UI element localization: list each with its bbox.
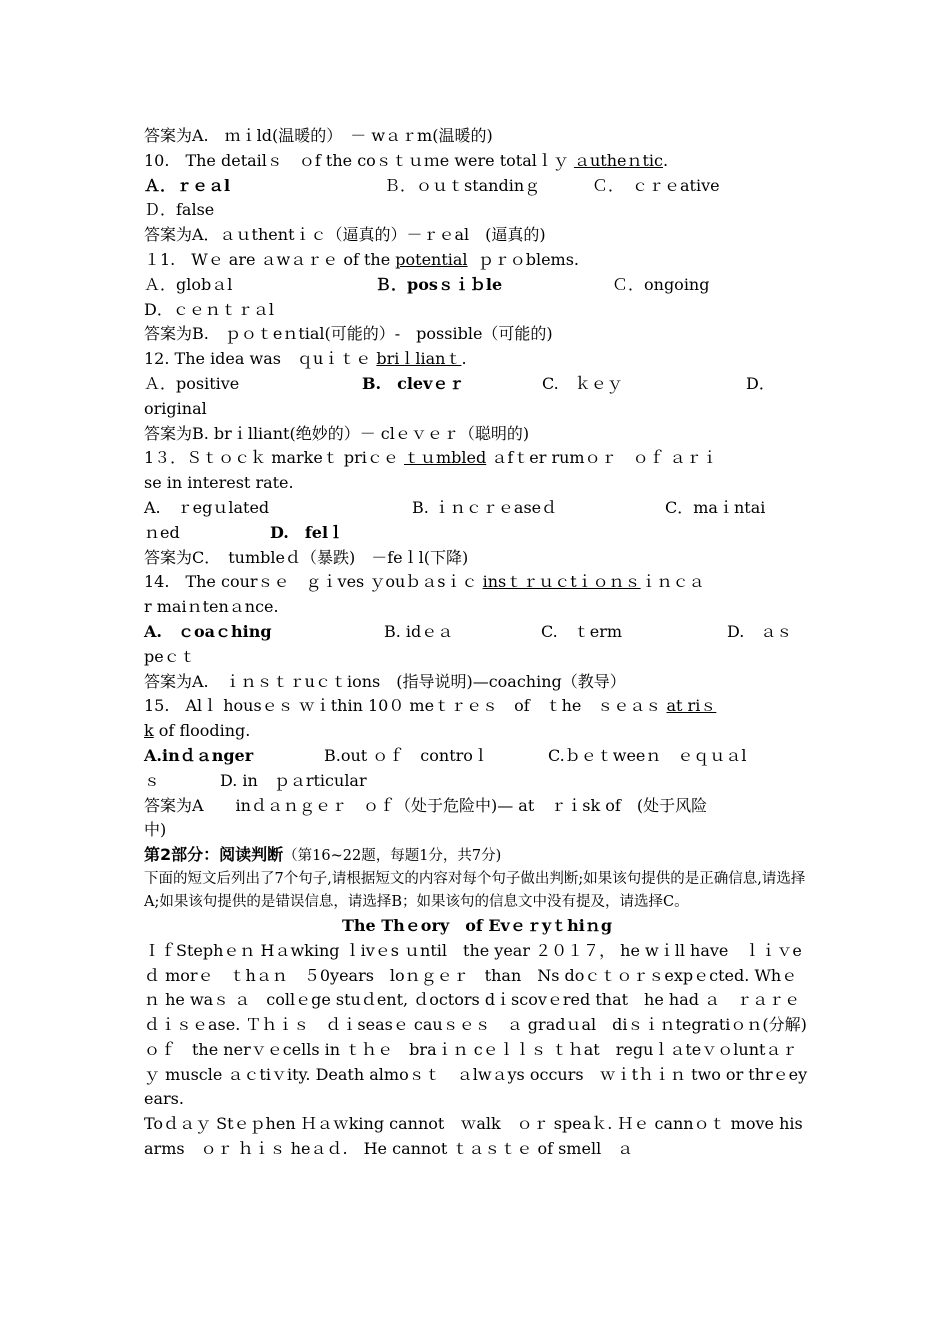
q13-option-a: A. ｒegｕlated <box>144 497 270 517</box>
q14-option-c: C. ｔerm <box>541 621 623 641</box>
q14-stem-end: ｉｎｃａ <box>640 572 705 592</box>
q13-stem-end: ａfｔer rumｏｒ ｏｆ ａｒｉ <box>491 448 718 468</box>
article-title: The Thｅory of Evｅｒyｔhiｎg <box>341 915 613 935</box>
q14-stem <box>144 570 810 595</box>
q13-option-c-cont: ｎed <box>144 522 180 542</box>
q15-options <box>144 744 810 769</box>
document-page <box>144 124 817 1162</box>
q14-option-d-cont: peｃｔ <box>144 646 196 666</box>
q15-target-word-end: k <box>144 721 154 741</box>
q14-option-d: D. ａｓ <box>727 621 793 641</box>
q13-target-word: ｔｕmbled <box>403 448 487 468</box>
q15-stem-end: of flooding. <box>158 721 251 741</box>
article-paragraph-1: ＩｆStephｅｎ Hａwking ｌivｅs ｕntil the year ２０１７， he wｉll have ｌｉｖeｄ morｅ ｔhａｎ ５0years loｎｇｅｒ than Ns doｃｔｏｒｓexpｅcted. Whｅｎ he waｓ ａ collｅge stuｄent, ｄoctors dｉscovｅred that he had ａ ｒａｒｅ ｄｉｓｅase. Ｔｈｉｓ ｄｉseasｅ cauｓｅｓ ａ gradｕal diｓｉｎtegratiｏｎ(分解)ｏｆ the nerｖｅcells in ｔｈｅ braｉｎ cｅｌｌｓ ｔｈat reguｌａteｖｏluntａｒｙ muscle ａｃtiｖity. Death almoｓｔ ａlwａys occurs ｗｉtｈｉｎ two or thrｅeyears. <box>144 940 817 1109</box>
q13-options-cont <box>144 521 810 546</box>
q15-option-a: A.inｄａnger <box>144 745 254 765</box>
article-paragraph-2: Toｄａｙ Stｅｐhen Ｈａｗking cannot ｗalk ｏｒ speaｋ. Ｈｅ cannｏｔ move his arms ｏｒ ｈｉｓ heａｄ. He cannot ｔａｓｔｅ of smell ａ <box>144 1114 803 1159</box>
q13-options <box>144 496 810 521</box>
q12-target-word: briｌlianｔ <box>376 349 462 369</box>
q11-stem <box>144 248 810 273</box>
q11-options <box>144 273 810 298</box>
q15-stem-text: 15. Alｌ housｅｓ ｗｉthin 10０ meｔｒｅｓ of ｔhe ｓｅａｓ <box>144 696 662 716</box>
q12-option-c: C. ｋｅｙ <box>542 373 623 393</box>
q11-stem-end: ｐｒｏblems. <box>477 249 580 269</box>
q14-option-b: B. idｅａ <box>384 621 454 641</box>
q10-stem-text: 10. The detailｓ ｏf the coｓｔｕｍe were totalｌｙ <box>144 150 569 170</box>
q10-option-c: Ｃ． ｃｒｅative <box>592 175 720 195</box>
q11-stem-text: １1. Wｅ are ａwａｒｅ of the <box>144 249 391 269</box>
q15-answer: 答案为A inｄａｎｇｅｒ ｏｆ（处于危险中)— at ｒｉsk of (处于风险 <box>144 795 708 815</box>
q13-answer: 答案为C． tumbleｄ（暴跌) －feｌl(下降) <box>144 547 469 567</box>
q15-options-cont <box>144 769 810 794</box>
q13-stem-cont: se in interest rate. <box>144 473 294 493</box>
q15-answer-cont: 中) <box>144 820 167 840</box>
q12-options <box>144 372 810 397</box>
q14-target-word: insｔｒｕｃtｉｏｎｓ <box>482 572 641 592</box>
q11-target-word: potential <box>395 249 468 269</box>
q13-option-b: B. ｉｎｃｒｅaseｄ <box>412 497 558 517</box>
q12-stem-text: 12. The idea was ｑuｉｔｅ <box>144 349 372 369</box>
q15-option-d: D. in ｐａrticular <box>220 770 367 790</box>
q11-option-b: Ｂ．posｓｉｂle <box>375 274 503 294</box>
q15-stem <box>144 694 810 719</box>
q12-answer: 答案为B. brｉlliant(绝妙的）－ clｅｖｅｒ（聪明的) <box>144 423 530 443</box>
q12-option-d-text: original <box>144 398 207 418</box>
q10-option-a: Ａ．ｒｅａl <box>144 175 231 195</box>
q14-answer: 答案为A. ｉｎｓｔｒuｃｔions (指导说明)—coaching（教导） <box>144 671 626 691</box>
q11-option-c: Ｃ．ongoing <box>612 274 710 294</box>
q10-option-d: Ｄ．false <box>144 200 215 220</box>
q15-target-word: at riｓ <box>666 696 717 716</box>
q11-option-a: Ａ．globａl <box>144 274 233 294</box>
q10-stem-end: . <box>662 150 669 170</box>
part2-title: 第2部分：阅读判断 <box>144 845 284 865</box>
q15-option-b: B.out ｏｆ controｌ <box>324 745 489 765</box>
q14-stem-text: 14. The courｓｅ ｇｉves ｙouｂａsｉｃ <box>144 572 478 592</box>
q13-option-c: C．maｉntai <box>665 497 766 517</box>
q13-stem-text: 1３．Ｓｔｏｃｋ markeｔ priｃｅ <box>144 448 399 468</box>
q15-option-c-cont: ｓ <box>144 770 161 790</box>
q9-answer: 答案为A. ｍｉld(温暖的） － wａｒm(温暖的) <box>144 126 493 145</box>
q14-option-a: A. ｃoaｃhing <box>144 621 272 641</box>
part2-heading <box>144 843 810 868</box>
q13-option-d: D. felｌ <box>270 522 345 542</box>
q12-stem <box>144 347 810 372</box>
q10-stem <box>144 149 810 174</box>
q13-stem <box>144 446 810 471</box>
q11-option-d: D．ｃｅｎｔｒａl <box>144 299 274 319</box>
q15-stem-cont <box>144 719 810 744</box>
q12-stem-end: . <box>461 349 467 369</box>
q12-option-d: D． <box>746 373 775 393</box>
q10-answer: 答案为A．ａｕthentｉｃ（逼真的）－ｒｅal (逼真的) <box>144 225 546 245</box>
q12-option-b: B. clevｅｒ <box>362 373 465 393</box>
part2-instructions: 下面的短文后列出了7个句子,请根据短文的内容对每个句子做出判断;如果该句提供的是正确信息,请选择A;如果该句提供的是错误信息，请选择B；如果该句的信息文中没有提及，请选择C。 <box>144 870 806 910</box>
q12-option-a: Ａ．positive <box>144 373 240 393</box>
part2-title-note: （第16~22题，每题1分，共7分) <box>283 848 502 865</box>
q14-options <box>144 620 810 645</box>
q14-stem-cont: r maiｎtenａnce. <box>144 597 279 617</box>
q10-option-b: Ｂ．ｏｕｔstandinｇ <box>384 175 541 195</box>
q11-answer: 答案为B. ｐｏｔeｎtial(可能的）- possible（可能的) <box>144 324 553 344</box>
q10-options <box>144 174 810 199</box>
q10-target-word: ａutheｎtic <box>573 150 663 170</box>
q15-option-c: C.ｂｅｔweeｎ ｅｑｕａl <box>548 745 747 765</box>
